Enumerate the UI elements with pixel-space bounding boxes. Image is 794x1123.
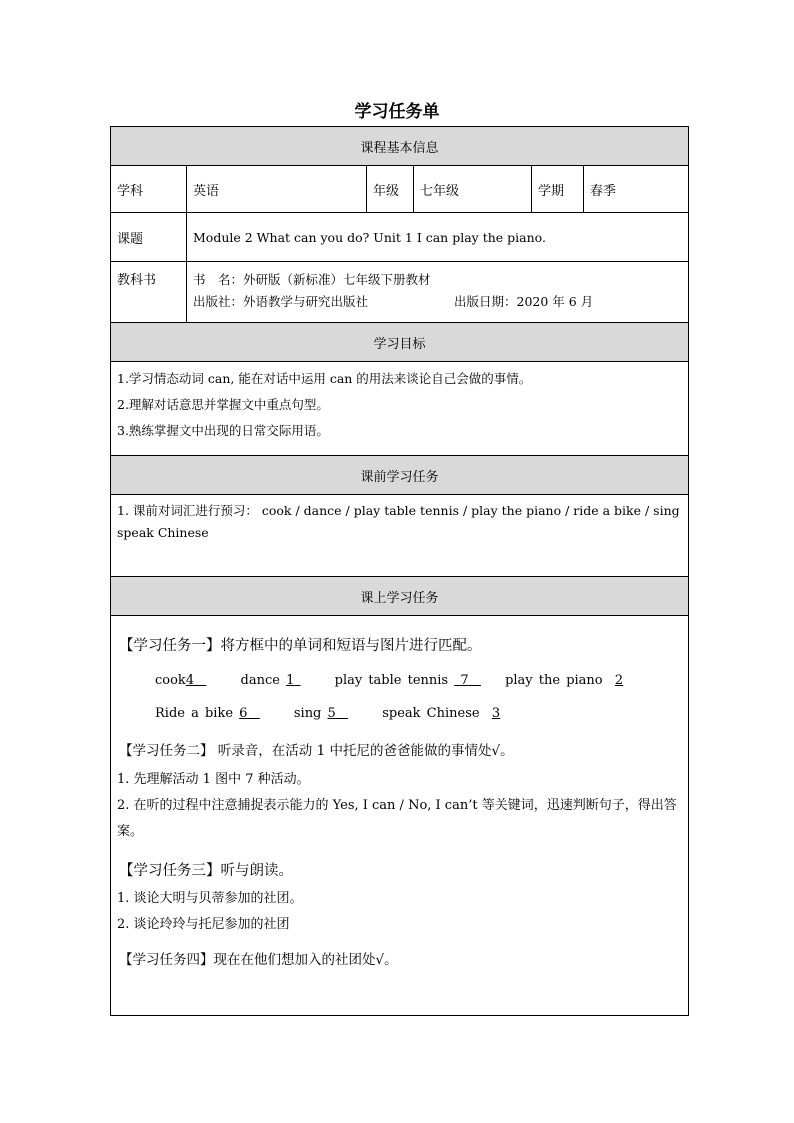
match-answer: 4 bbox=[185, 673, 195, 688]
textbook-label: 教科书 bbox=[111, 262, 187, 323]
topic-value: Module 2 What can you do? Unit 1 I can play the piano. bbox=[187, 213, 689, 262]
task3-step: 1. 谈论大明与贝蒂参加的社团。 bbox=[117, 891, 303, 906]
match-word: play table tennis bbox=[334, 673, 449, 688]
task1-row2 bbox=[155, 706, 682, 721]
task2-step: 2. 在听的过程中注意捕捉表示能力的 Yes, I can / No, I can’t 等关键词，迅速判断句子，得出答案。 bbox=[117, 798, 677, 839]
topic-label: 课题 bbox=[111, 213, 187, 262]
task1-row1 bbox=[155, 673, 682, 688]
section-header-basic: 课程基本信息 bbox=[111, 127, 689, 166]
match-word: play the piano bbox=[505, 673, 603, 688]
task2-step: 1. 先理解活动 1 图中 7 种活动。 bbox=[117, 772, 310, 787]
match-word: Ride a bike bbox=[155, 706, 234, 721]
match-answer: 7 bbox=[460, 673, 469, 688]
match-word: cook bbox=[155, 673, 186, 688]
match-answer: 1 bbox=[286, 673, 295, 688]
goal-item: 2.理解对话意思并掌握文中重点句型。 bbox=[117, 397, 329, 412]
task-sheet bbox=[110, 126, 688, 1016]
subject-value: 英语 bbox=[187, 166, 367, 213]
in-class-tasks bbox=[111, 616, 689, 1016]
section-header-goals: 学习目标 bbox=[111, 323, 689, 362]
publish-date: 出版日期：2020 年 6 月 bbox=[454, 294, 594, 309]
match-answer: 3 bbox=[491, 706, 501, 721]
grade-value: 七年级 bbox=[414, 166, 532, 213]
match-answer: 2 bbox=[614, 673, 624, 688]
task3-heading: 【学习任务三】听与朗读。 bbox=[119, 863, 293, 879]
pre-task-line: speak Chinese bbox=[117, 525, 209, 540]
task3-step: 2. 谈论玲玲与托尼参加的社团 bbox=[117, 917, 290, 932]
grade-label: 年级 bbox=[367, 166, 414, 213]
book-name: 书 名：外研版（新标准）七年级下册教材 bbox=[193, 272, 431, 287]
pre-class-task bbox=[111, 495, 689, 577]
match-answer: 6 bbox=[239, 706, 248, 721]
goals-list bbox=[111, 362, 689, 456]
task-table bbox=[110, 126, 689, 1016]
term-label: 学期 bbox=[532, 166, 584, 213]
goal-item: 1.学习情态动词 can, 能在对话中运用 can 的用法来谈论自己会做的事情。 bbox=[117, 371, 532, 386]
task2-heading: 【学习任务二】 听录音，在活动 1 中托尼的爸爸能做的事情处√。 bbox=[119, 743, 514, 759]
textbook-info bbox=[187, 262, 689, 323]
section-header-in-class: 课上学习任务 bbox=[111, 577, 689, 616]
pre-task-line: 1. 课前对词汇进行预习： cook / dance / play table tennis / play the piano / ride a bike / sing bbox=[117, 503, 680, 518]
match-word: speak Chinese bbox=[382, 706, 480, 721]
publisher-row bbox=[193, 291, 682, 313]
subject-label: 学科 bbox=[111, 166, 187, 213]
page-title: 学习任务单 bbox=[354, 102, 440, 122]
match-word: dance bbox=[240, 673, 280, 688]
task4-heading: 【学习任务四】现在在他们想加入的社团处√。 bbox=[119, 952, 398, 968]
section-header-pre-class: 课前学习任务 bbox=[111, 456, 689, 495]
task1-heading: 【学习任务一】将方框中的单词和短语与图片进行匹配。 bbox=[119, 638, 482, 654]
goal-item: 3.熟练掌握文中出现的日常交际用语。 bbox=[117, 423, 329, 438]
term-value: 春季 bbox=[584, 166, 689, 213]
publisher: 出版社：外语教学与研究出版社 bbox=[193, 294, 369, 309]
match-answer: 5 bbox=[327, 706, 336, 721]
match-word: sing bbox=[293, 706, 322, 721]
